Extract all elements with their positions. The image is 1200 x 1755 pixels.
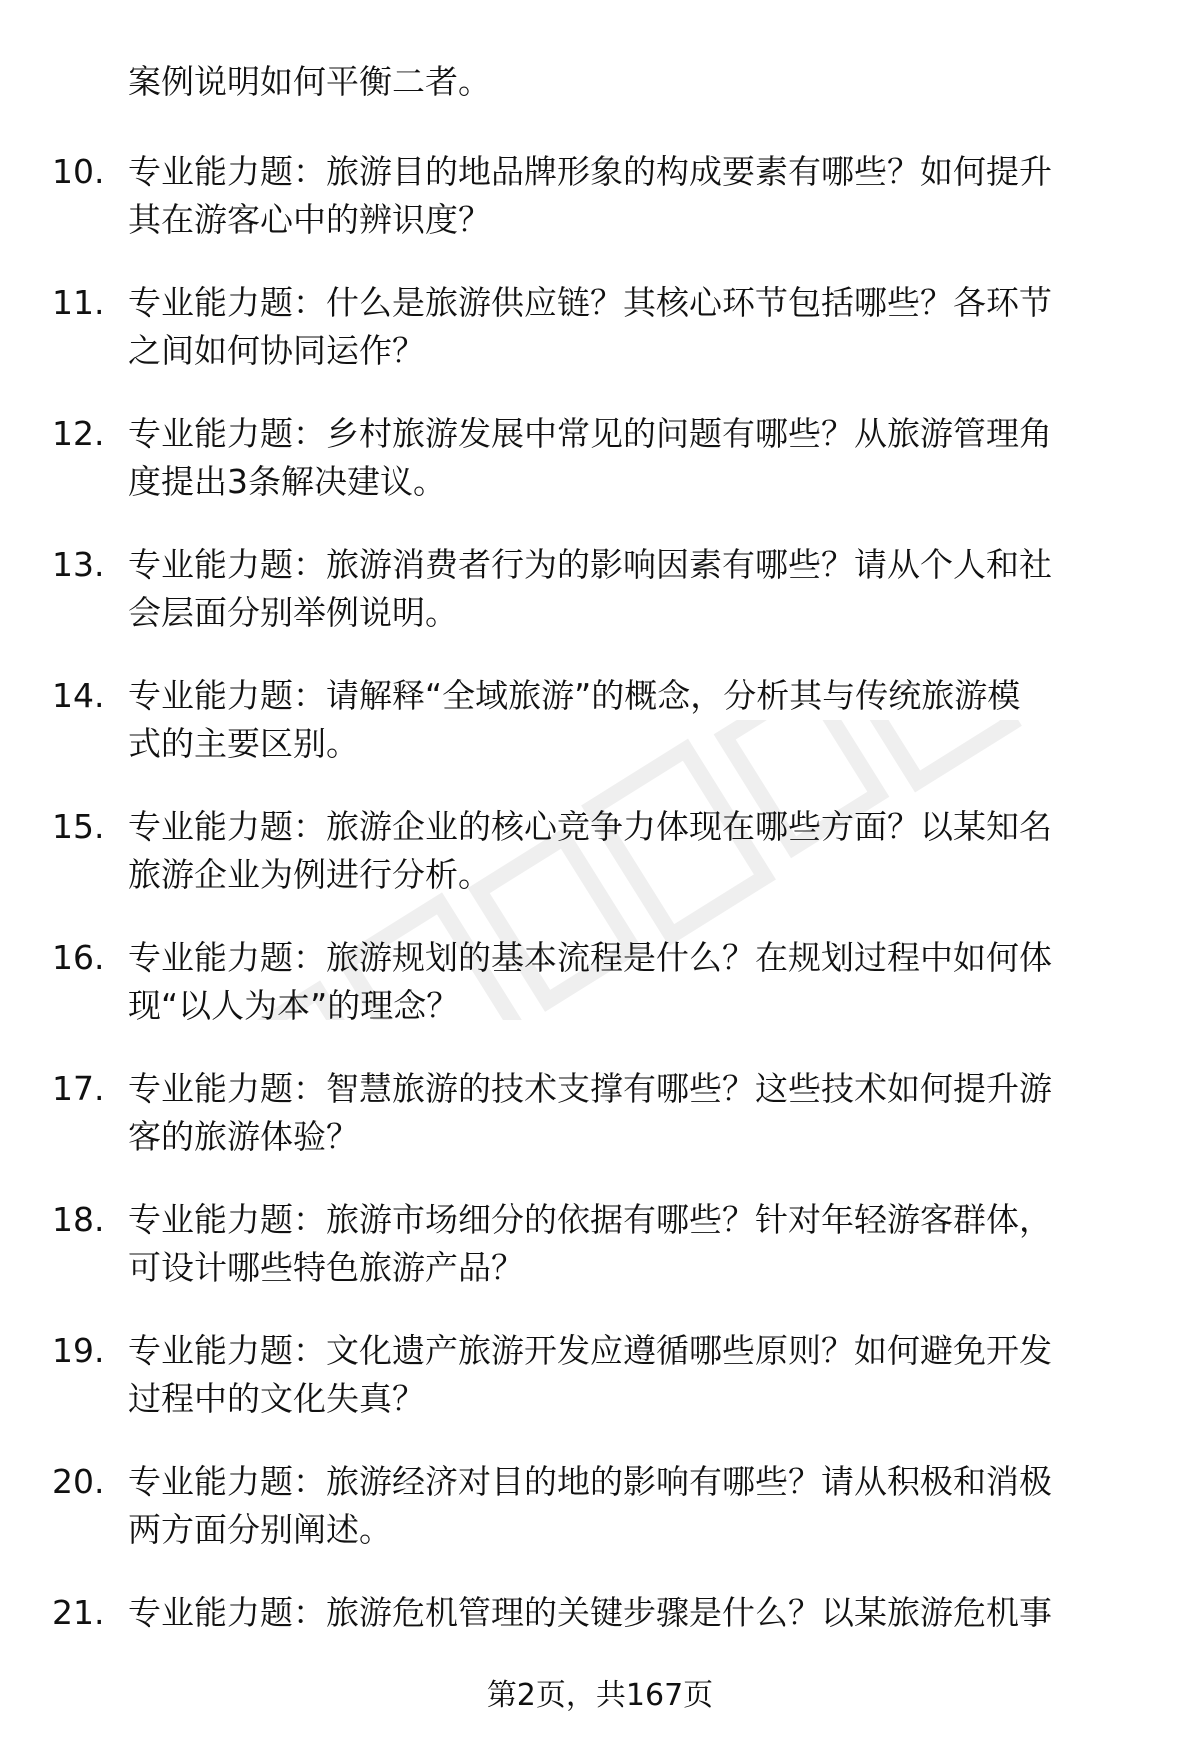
question-number: 21. [52,1593,105,1632]
question-text-line-1: 专业能力题：旅游市场细分的依据有哪些？针对年轻游客群体， [128,1200,1052,1239]
question-item [0,279,1200,410]
question-text-line-2: 过程中的文化失真？ [128,1379,425,1418]
question-item [0,934,1200,1065]
question-text-line-1: 专业能力题：旅游经济对目的地的影响有哪些？请从积极和消极 [128,1462,1052,1501]
question-text-line-2: 可设计哪些特色旅游产品？ [128,1248,524,1287]
question-text-line-2: 现“以人为本”的理念？ [128,986,460,1025]
question-item [0,410,1200,541]
continuation-line: 案例说明如何平衡二者。 [128,62,491,101]
question-number: 13. [52,545,105,584]
question-text-line-1: 专业能力题：旅游规划的基本流程是什么？在规划过程中如何体 [128,938,1052,977]
question-text-line-2: 客的旅游体验？ [128,1117,359,1156]
question-text-line-2: 其在游客心中的辨识度？ [128,200,491,239]
question-text-line-1: 专业能力题：文化遗产旅游开发应遵循哪些原则？如何避免开发 [128,1331,1052,1370]
question-number: 17. [52,1069,105,1108]
question-text-line-1: 专业能力题：乡村旅游发展中常见的问题有哪些？从旅游管理角 [128,414,1052,453]
question-list [0,148,1200,1720]
question-text-line-1: 专业能力题：旅游消费者行为的影响因素有哪些？请从个人和社 [128,545,1052,584]
question-number: 14. [52,676,105,715]
question-item [0,1458,1200,1589]
question-item [0,1065,1200,1196]
question-text-line-2: 之间如何协同运作？ [128,331,425,370]
page-footer-label: 第2页，共167页 [486,1678,714,1713]
question-number: 18. [52,1200,105,1239]
question-item [0,1327,1200,1458]
question-item [0,1196,1200,1327]
question-number: 12. [52,414,105,453]
question-item [0,803,1200,934]
question-number: 16. [52,938,105,977]
question-text-line-2: 会层面分别举例说明。 [128,593,458,632]
question-text-line-1: 专业能力题：请解释“全域旅游”的概念，分析其与传统旅游模 [128,676,1021,715]
question-text-line-1: 专业能力题：什么是旅游供应链？其核心环节包括哪些？各环节 [128,283,1052,322]
question-text-line-1: 专业能力题：旅游危机管理的关键步骤是什么？以某旅游危机事 [128,1593,1052,1632]
question-text-line-2: 度提出3条解决建议。 [128,462,446,501]
question-text-line-1: 专业能力题：智慧旅游的技术支撑有哪些？这些技术如何提升游 [128,1069,1052,1108]
question-text-line-2: 式的主要区别。 [128,724,359,763]
question-text-line-2: 旅游企业为例进行分析。 [128,855,491,894]
question-number: 11. [52,283,105,322]
question-item [0,148,1200,279]
question-number: 20. [52,1462,105,1501]
question-number: 19. [52,1331,105,1370]
question-number: 15. [52,807,105,846]
question-text-line-1: 专业能力题：旅游企业的核心竞争力体现在哪些方面？以某知名 [128,807,1052,846]
question-text-line-1: 专业能力题：旅游目的地品牌形象的构成要素有哪些？如何提升 [128,152,1052,191]
question-number: 10. [52,152,105,191]
question-item [0,672,1200,803]
question-item [0,541,1200,672]
question-text-line-2: 两方面分别阐述。 [128,1510,392,1549]
